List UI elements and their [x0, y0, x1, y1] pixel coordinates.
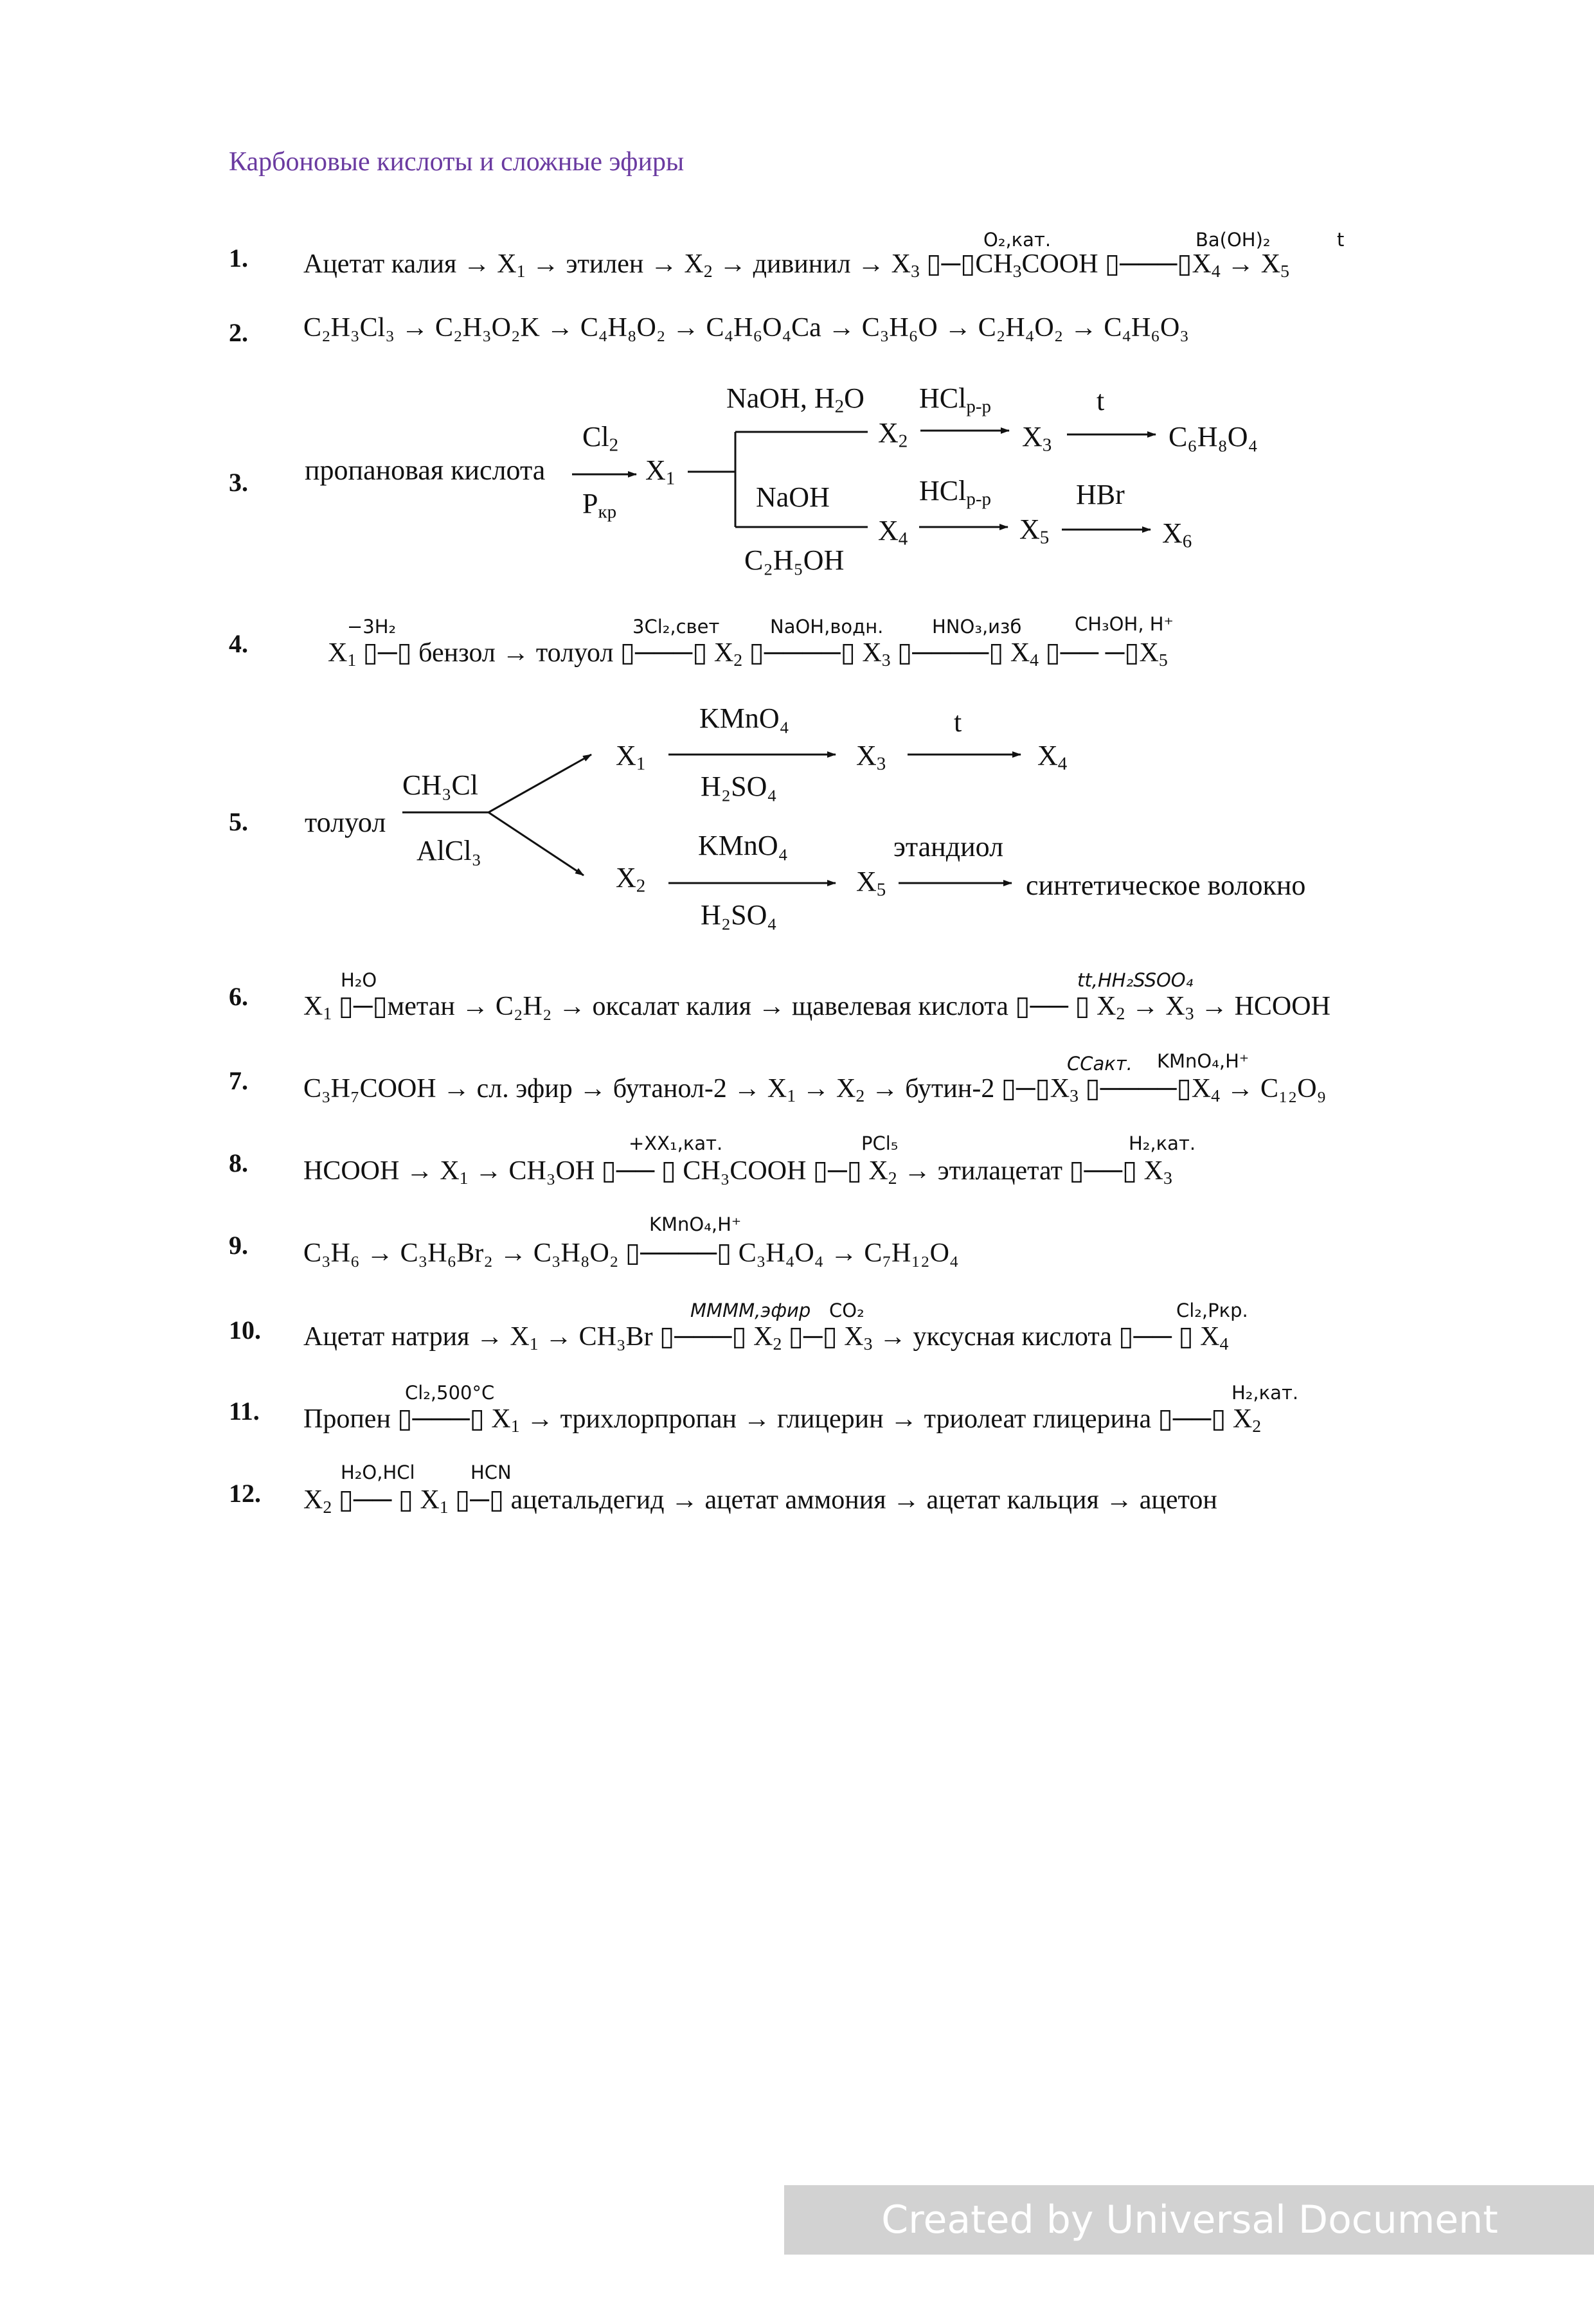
condition-label: 3Cl₂,свет	[632, 616, 720, 638]
scheme3-hbr: HBr	[1076, 479, 1125, 510]
scheme3-x3: $X_3$	[1022, 421, 1052, 456]
scheme3-reagent-cl2: $Cl_2$	[582, 421, 619, 456]
scheme3-naoh: NaOH	[756, 481, 830, 513]
condition-label: HCN	[470, 1461, 512, 1483]
condition-label: H₂O,HCl	[341, 1461, 415, 1483]
scheme3-reagent-p: $P_{кр}$	[582, 488, 617, 523]
scheme5-end: синтетическое волокно	[1026, 870, 1306, 901]
problem-number-7: 7.	[229, 1066, 248, 1095]
scheme5-x5: $X_5$	[856, 866, 886, 900]
scheme3-x2: $X_2$	[878, 417, 908, 452]
problem-number-2: 2.	[229, 318, 248, 347]
scheme5-x1: $X_1$	[616, 740, 646, 774]
condition-label: O₂,кат.	[983, 229, 1052, 251]
scheme5-h2so4-bottom: H₂SO₄	[701, 899, 777, 931]
arrow-5-upper	[488, 755, 591, 812]
scheme3-c2h5oh: C₂H₅OH	[744, 544, 845, 576]
scheme3-x4: $X_4$	[878, 515, 908, 550]
reaction-chain-11: Пропен ▯───▯ $X_1$ → трихлорпропан → глицерин → триолеат глицерина ▯──▯ $X_2$	[303, 1404, 1262, 1436]
problem-number-1: 1.	[229, 244, 248, 273]
condition-label: PCl₅	[861, 1132, 899, 1154]
condition-label: Ba(OH)₂	[1196, 229, 1271, 251]
reaction-chain-7: C₃H₇COOH → сл. эфир → бутанол-2 → $X_1 \to X_2$ → бутин-2 $▯─▯X_3$ $▯────▯X_4 \to C_{12}O_9$	[303, 1074, 1327, 1105]
condition-label: H₂,кат.	[1129, 1132, 1196, 1154]
condition-label: Cl₂,500°C	[405, 1382, 495, 1404]
condition-label: tt,HH₂SSOO₄	[1077, 969, 1194, 991]
condition-label: CO₂	[829, 1300, 864, 1321]
scheme5-ch3cl: CH₃Cl	[402, 769, 479, 801]
scheme5-x3: $X_3$	[856, 740, 886, 774]
scheme3-hcl-bottom: HCl$_{р-р}$	[919, 475, 992, 510]
scheme3-x5: $X_5$	[1019, 514, 1050, 548]
page-title: Карбоновые кислоты и сложные эфиры	[229, 147, 685, 177]
scheme5-etandiol: этандиол	[893, 831, 1004, 863]
condition-label: HNO₃,изб	[932, 616, 1022, 638]
scheme5-t: t	[954, 706, 962, 738]
reaction-chain-2: C₂H₃Cl₃ → C₂H₃O₂K → C₄H₈O₂ → C₄H₆O₄Ca → C₃H₆O → C₂H₄O₂ → C₄H₆O₃	[303, 313, 1189, 343]
reaction-chain-4: $X_1$ ▯─▯ бензол → толуол ▯───▯ $X_2$ ▯────▯ $X_3$ ▯────▯ $X_4$ ▯── $─▯X_5$	[328, 638, 1168, 670]
condition-label: CCакт.	[1067, 1053, 1133, 1075]
problem-number-9: 9.	[229, 1231, 248, 1260]
scheme5-x2: $X_2$	[616, 862, 646, 897]
problem-number-6: 6.	[229, 982, 248, 1011]
scheme5-x4: $X_4$	[1037, 740, 1068, 774]
problem-number-8: 8.	[229, 1149, 248, 1177]
scheme5-kmno4-bottom: KMnO₄	[698, 830, 789, 861]
condition-label: CH₃OH, H⁺	[1075, 613, 1174, 635]
condition-label: H₂O	[341, 969, 377, 991]
scheme3-naoh-h2o: NaOH, $H_2O$	[726, 382, 864, 417]
condition-label: t	[1337, 229, 1345, 251]
condition-label: −3H₂	[347, 616, 397, 638]
scheme5-kmno4-top: KMnO₄	[699, 702, 790, 734]
reaction-chain-12: $X_2$ ▯── ▯ $X_1$ ▯─▯ ацетальдегид → ацетат аммония → ацетат кальция → ацетон	[303, 1485, 1217, 1517]
reaction-chain-1: Ацетат калия → $X_1$ → этилен → $X_2$ → дивинил → $X_3$ $▯─▯CH_3COOH$ $▯───▯X_4 \to X_5$	[303, 249, 1289, 281]
scheme3-end: C₆H₈O₄	[1169, 421, 1258, 452]
scheme5-h2so4-top: H₂SO₄	[701, 771, 777, 802]
reaction-chain-9: C₃H₆ → C₃H₆Br₂ → C₃H₈O₂ ▯────▯ C₃H₄O₄ → C₇H₁₂O₄	[303, 1238, 959, 1268]
problem-number-10: 10.	[229, 1316, 261, 1345]
condition-label: KMnO₄,H⁺	[649, 1213, 742, 1235]
condition-label: MMMM,эфир	[690, 1300, 811, 1321]
scheme3-x6: $X_6$	[1162, 517, 1192, 552]
scheme3-start: пропановая кислота	[305, 454, 546, 486]
reaction-chain-8: HCOOH → $X_1 \to CH_3OH$ ▯── ▯ CH₃COOH ▯─▯ $X_2$ → этилацетат ▯──▯ $X_3$	[303, 1156, 1172, 1188]
problem-number-12: 12.	[229, 1479, 261, 1508]
scheme3-x1: $X_1$	[645, 454, 676, 489]
reaction-chain-10: Ацетат натрия → $X_1 \to CH_3Br$ ▯───▯ $X_2$ ▯─▯ $X_3$ → уксусная кислота ▯── ▯ $X_4$	[303, 1322, 1229, 1354]
watermark: Created by Universal Document Converter	[784, 2185, 1594, 2255]
scheme5-start: толуол	[305, 807, 386, 838]
condition-label: H₂,кат.	[1231, 1382, 1299, 1404]
scheme3-t: t	[1097, 385, 1105, 416]
condition-label: Cl₂,Pкр.	[1176, 1300, 1248, 1321]
scheme3-hcl-top: HCl$_{р-р}$	[919, 382, 992, 417]
problem-number-5: 5.	[229, 807, 248, 836]
condition-label: KMnO₄,H⁺	[1157, 1050, 1249, 1072]
scheme5-alcl3: AlCl₃	[416, 835, 481, 866]
reaction-chain-6: $X_1$ ▯─▯метан → C₂H₂ → оксалат калия → щавелевая кислота ▯── ▯ $X_2 \to X_3$ → HCOOH	[303, 992, 1330, 1023]
condition-label: NaOH,водн.	[770, 616, 884, 638]
problem-number-3: 3.	[229, 468, 248, 497]
condition-label: +XX₁,кат.	[629, 1132, 723, 1154]
arrow-5-lower	[488, 812, 584, 875]
problem-number-11: 11.	[229, 1397, 260, 1426]
problem-number-4: 4.	[229, 629, 248, 658]
